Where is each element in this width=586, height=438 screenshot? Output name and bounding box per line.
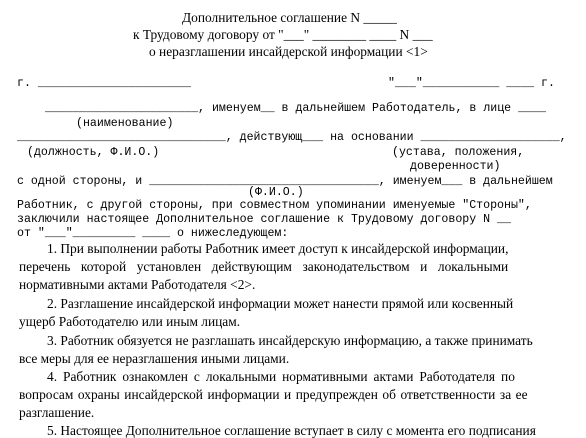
clause-4-line-2: вопросам охраны инсайдерской информации и предупрежден об ответственности за ее [19,387,528,402]
representative-line: ______________________________, действующ___ на основании ____________________, [17,131,567,144]
worker-line-1: Работник, с другой стороны, при совместном упоминании именуемые "Стороны", [17,199,532,212]
worker-line-2: заключили настоящее Дополнительное соглашение к Трудовому договору N __ [17,213,511,226]
basis-hint-line1: (устава, положения, [392,146,525,159]
basis-hint-line2: доверенности) [410,160,501,173]
document-title: Дополнительное соглашение N _____ [182,10,397,25]
date-field: "___"___________ ____ г. [388,77,555,90]
clause-3-line-2: все меры для ее неразглашения иными лицами. [19,351,290,366]
employer-name-hint: (наименование) [76,117,174,130]
clause-1-line-3: нормативными актами Работодателя <2>. [19,277,256,292]
city-field: г. ______________________ [17,77,191,90]
clause-4-line-1: 4. Работник ознакомлен с локальными нормативными актами Работодателя по [47,369,515,384]
clause-3-line-1: 3. Работник обязуется не разглашать инсайдерскую информацию, а также принимать [47,333,533,348]
clause-2-line-2: ущерб Работодателю или иным лицам. [19,314,241,329]
clause-4-line-3: разглашение. [19,405,95,420]
worker-line-3: от "___"_________ ____ о нижеследующем: [17,227,289,240]
document-subtitle-contract: к Трудовому договору от "___" ________ ____ N ___ [133,27,433,42]
clause-5-line-1: 5. Настоящее Дополнительное соглашение вступает в силу с момента его подписания [47,423,536,438]
second-party-line: с одной стороны, и _________________________________, именуем___ в дальнейшем [17,175,553,188]
document-subtitle-topic: о неразглашении инсайдерской информации <1> [149,44,428,59]
clause-2-line-1: 2. Разглашение инсайдерской информации может нанести прямой или косвенный [47,296,514,311]
representative-hint: (должность, Ф.И.О.) [27,146,160,159]
clause-1-line-1: 1. При выполнении работы Работник имеет доступ к инсайдерской информации, [47,241,509,256]
worker-fio-hint: (Ф.И.О.) [248,186,304,199]
clause-1-line-2: перечень которой установлен действующим законодательством и локальными [19,259,509,274]
employer-line: ______________________, именуем__ в дальнейшем Работодатель, в лице ____ [45,102,546,115]
